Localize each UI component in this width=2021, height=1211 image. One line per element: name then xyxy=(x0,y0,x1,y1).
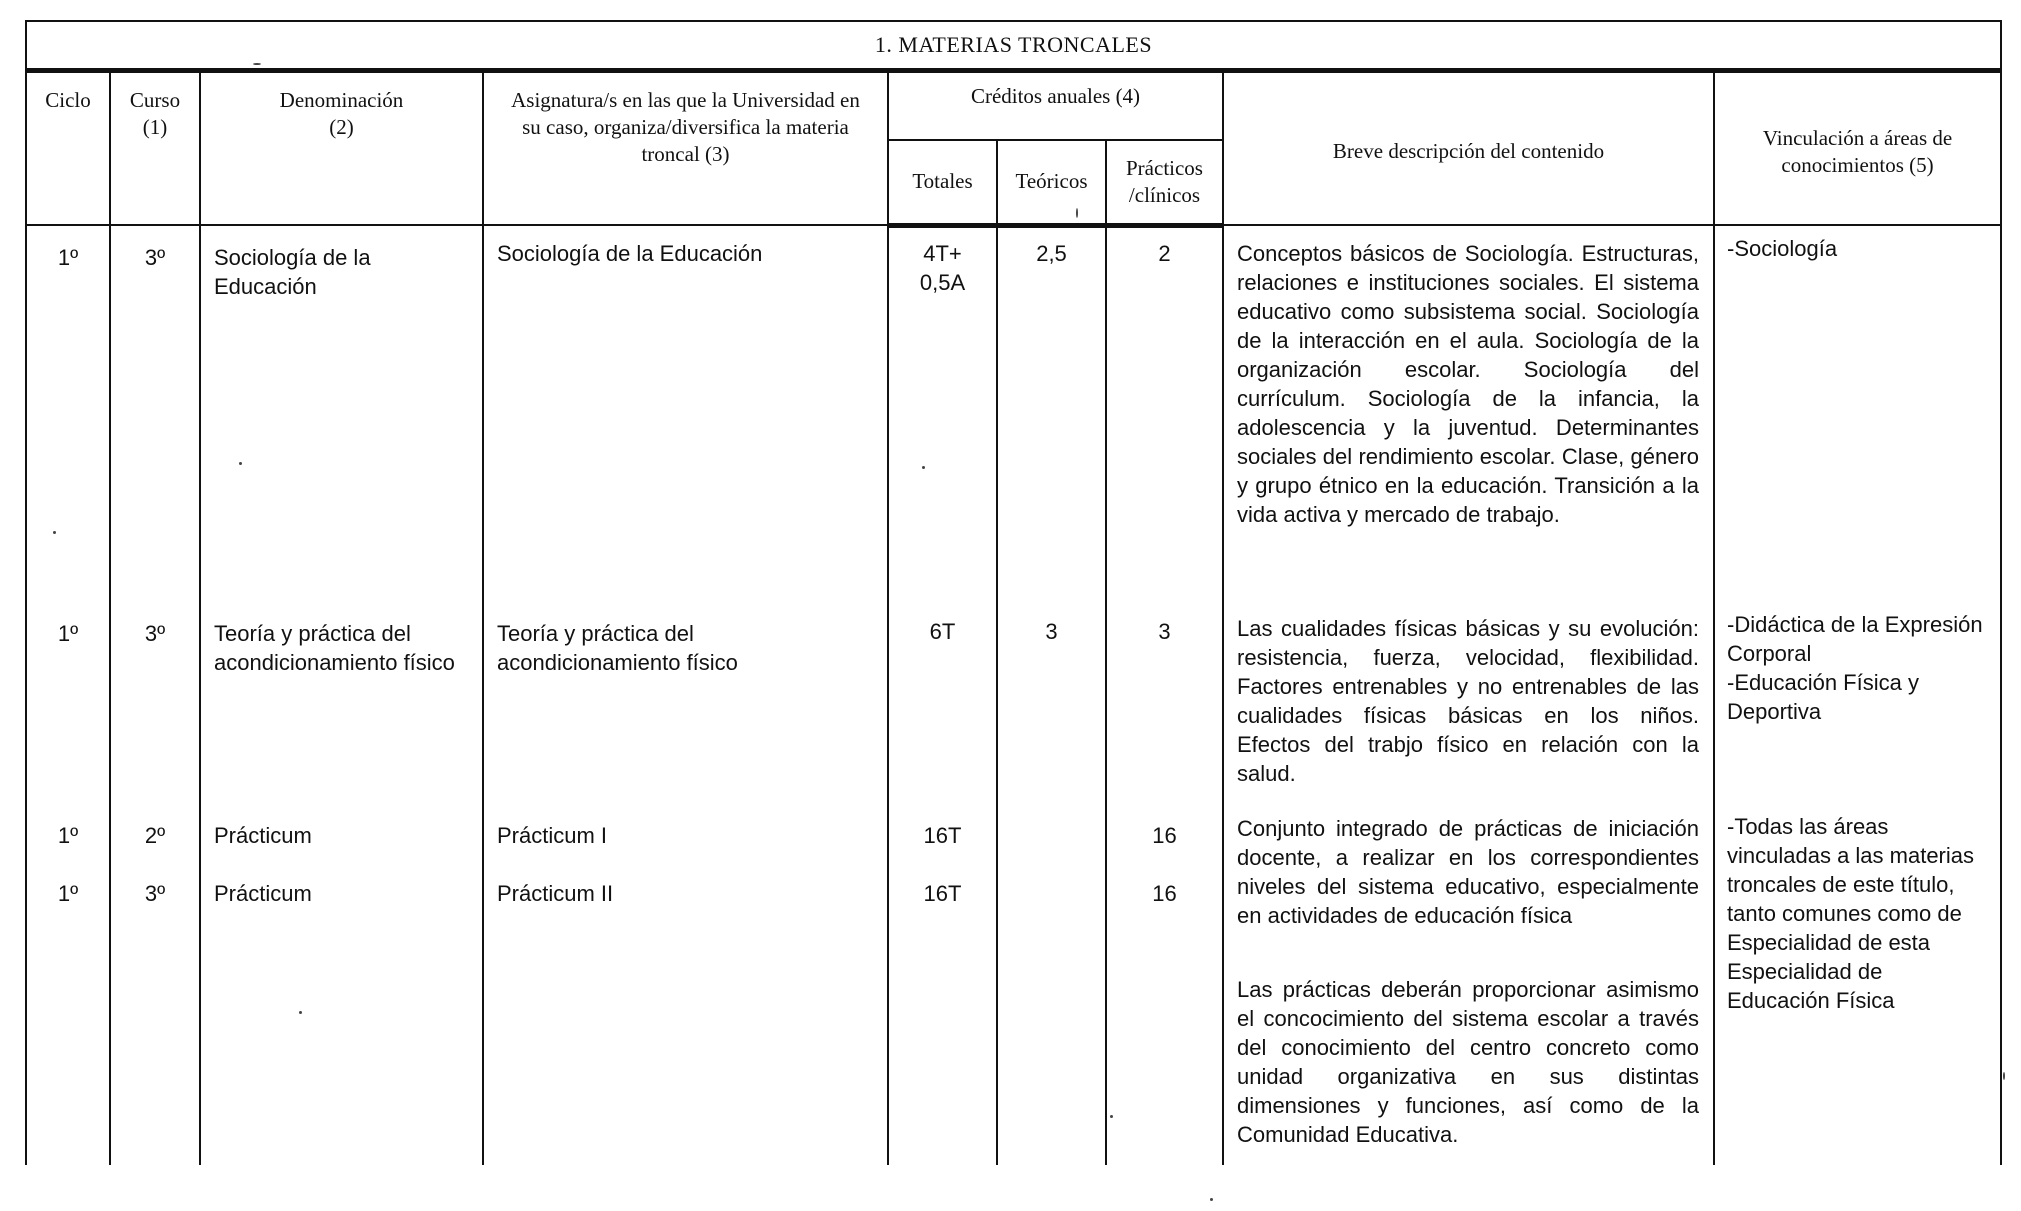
scan-speck xyxy=(239,462,242,465)
row2-practicos: 3 xyxy=(1158,618,1171,644)
row2-totales: 6T xyxy=(929,618,956,644)
scan-speck xyxy=(53,531,56,534)
row2-denominacion: Teoría y práctica del acondicionamiento físico xyxy=(214,621,455,675)
header-denominacion: Denominación (2) xyxy=(200,71,483,226)
practicum-vinculacion: -Todas las áreas vinculadas a las materias troncales de este título, tanto comunes como de Especialidad de esta Especialidad de Educación Física xyxy=(1727,814,1975,1013)
row3-asignatura: Prácticum I xyxy=(497,823,608,848)
row2-teoricos: 3 xyxy=(1045,618,1058,644)
row4-practicos: 16 xyxy=(1152,880,1177,906)
row1-vinculacion: -Sociología xyxy=(1727,236,1838,261)
row2-ciclo: 1º xyxy=(57,621,79,646)
row1-totales: 4T+ 0,5A xyxy=(919,240,966,295)
header-descripcion: Breve descripción del contenido xyxy=(1223,71,1714,226)
table-title: 1. MATERIAS TRONCALES xyxy=(26,21,2001,71)
row4-ciclo: 1º xyxy=(57,881,79,906)
row2-vinculacion-2: -Educación Física y Deportiva xyxy=(1727,670,1919,724)
row4-asignatura: Prácticum II xyxy=(497,881,614,906)
header-teoricos: Teóricos xyxy=(997,140,1106,226)
header-vinculacion: Vinculación a áreas de conocimientos (5) xyxy=(1714,71,2001,226)
scan-speck xyxy=(1110,1115,1113,1118)
header-curso: Curso (1) xyxy=(110,71,200,226)
row3-practicos: 16 xyxy=(1152,822,1177,848)
column-totales xyxy=(888,225,997,1165)
row1-descripcion: Conceptos básicos de Sociología. Estructuras, relaciones e instituciones sociales. El sistema educativo como subsistema social. Sociología de la interacción en el aula. Sociología de la organización escolar. Sociología del currículum. Sociología de la infancia, la adolescencia y la juventud. Determinantes sociales del rendimiento escolar. Clase, género y grupo étnico en la educación. Transición a la vida activa y mercado de trabajo. xyxy=(1237,241,1699,527)
row2-vinculacion-1: -Didáctica de la Expresión Corporal xyxy=(1727,612,1983,666)
materias-troncales-table xyxy=(25,20,2002,1165)
column-ciclo xyxy=(26,225,110,1165)
row3-curso: 2º xyxy=(144,823,166,848)
scan-speck xyxy=(1076,208,1078,218)
column-teoricos xyxy=(997,225,1106,1165)
column-denominacion xyxy=(200,225,483,1165)
column-vinculacion xyxy=(1714,225,2001,1165)
row1-ciclo: 1º xyxy=(57,245,79,270)
row2-curso: 3º xyxy=(144,621,166,646)
scan-speck xyxy=(253,63,261,65)
row2-descripcion: Las cualidades físicas básicas y su evolución: resistencia, fuerza, velocidad, flexibilidad. Factores entrenables y no entrenables de las cualidades físicas básicas en los niños. Efectos del trabjo físico en relación con la salud. xyxy=(1237,616,1699,786)
column-asignatura xyxy=(483,225,888,1165)
row1-asignatura: Sociología de la Educación xyxy=(497,241,763,266)
row1-teoricos: 2,5 xyxy=(1036,240,1067,266)
row3-ciclo: 1º xyxy=(57,823,79,848)
row4-curso: 3º xyxy=(144,881,166,906)
practicum-descripcion-2: Las prácticas deberán proporcionar asimismo el concocimiento del sistema escolar a través del conocimiento del centro concreto como unidad organizativa en sus distintas dimensiones y funciones, así como de la Comunidad Educativa. xyxy=(1237,977,1699,1147)
row1-practicos: 2 xyxy=(1158,240,1171,266)
row2-asignatura: Teoría y práctica del acondicionamiento físico xyxy=(497,621,738,675)
row1-curso: 3º xyxy=(144,245,166,270)
column-descripcion xyxy=(1223,225,1714,1165)
practicum-descripcion-1: Conjunto integrado de prácticas de iniciación docente, a realizar en los correspondientes niveles del sistema educativo, especialmente en actividades de educación física xyxy=(1237,816,1699,928)
row4-totales: 16T xyxy=(923,880,962,906)
scan-speck xyxy=(922,466,925,469)
scan-speck xyxy=(299,1011,302,1014)
header-totales: Totales xyxy=(888,140,997,226)
header-practicos: Prácticos /clínicos xyxy=(1106,140,1223,226)
header-ciclo: Ciclo xyxy=(26,71,110,226)
row4-denominacion: Prácticum xyxy=(214,881,312,906)
row1-denominacion: Sociología de la Educación xyxy=(214,245,371,299)
column-curso xyxy=(110,225,200,1165)
row3-totales: 16T xyxy=(923,822,962,848)
scan-speck xyxy=(2003,1072,2005,1080)
header-creditos: Créditos anuales (4) xyxy=(888,71,1223,140)
row3-denominacion: Prácticum xyxy=(214,823,312,848)
header-asignatura: Asignatura/s en las que la Universidad en su caso, organiza/diversifica la materia troncal (3) xyxy=(483,71,888,226)
column-practicos xyxy=(1106,225,1223,1165)
scan-speck xyxy=(1210,1198,1213,1201)
